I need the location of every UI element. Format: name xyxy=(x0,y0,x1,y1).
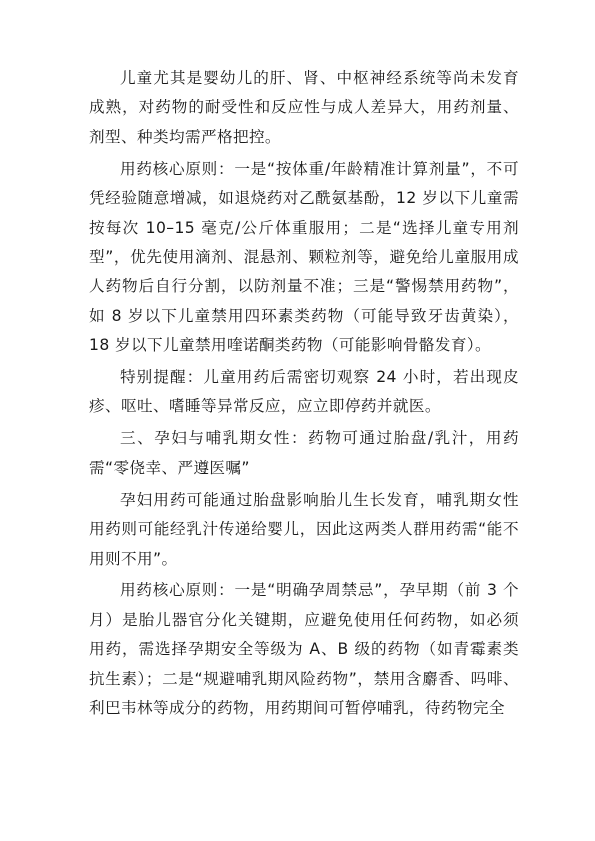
paragraph-children-principles: 用药核心原则：一是“按体重/年龄精准计算剂量”，不可凭经验随意增减，如退烧药对乙酰氨基酚，12 岁以下儿童需按每次 10–15 毫克/公斤体重服用；二是“选择儿童专用剂型”，优先使用滴剂、混悬剂、颗粒剂等，避免给儿童服用成人药物后自行分割，以防剂量不准；三是“警惕禁用药物”，如 8 岁以下儿童禁用四环素类药物（可能导致牙齿黄染），18 岁以下儿童禁用喹诺酮类药物（可能影响骨骼发育）。 xyxy=(89,159,519,355)
section-heading-pregnancy: 三、孕妇与哺乳期女性：药物可通过胎盘/乳汁，用药需“零侥幸、严遵医嘱” xyxy=(89,429,519,477)
document-body xyxy=(89,64,519,726)
paragraph-pregnancy-principles: 用药核心原则：一是“明确孕周禁忌”，孕早期（前 3 个月）是胎儿器官分化关键期，应避免使用任何药物，如必须用药，需选择孕期安全等级为 A、B 级的药物（如青霉素类抗生素）；二是“规避哺乳期风险药物”，禁用含麝香、吗啡、利巴韦林等成分的药物，用药期间可暂停哺乳，待药物完全 xyxy=(89,581,519,718)
paragraph-children-physiology: 儿童尤其是婴幼儿的肝、肾、中枢神经系统等尚未发育成熟，对药物的耐受性和反应性与成人差异大，用药剂量、剂型、种类均需严格把控。 xyxy=(89,69,519,146)
paragraph-children-reminder: 特别提醒：儿童用药后需密切观察 24 小时，若出现皮疹、呕吐、嗜睡等异常反应，应立即停药并就医。 xyxy=(89,368,519,416)
paragraph-pregnancy-intro: 孕妇用药可能通过胎盘影响胎儿生长发育，哺乳期女性用药则可能经乳汁传递给婴儿，因此这两类人群用药需“能不用则不用”。 xyxy=(89,490,519,568)
